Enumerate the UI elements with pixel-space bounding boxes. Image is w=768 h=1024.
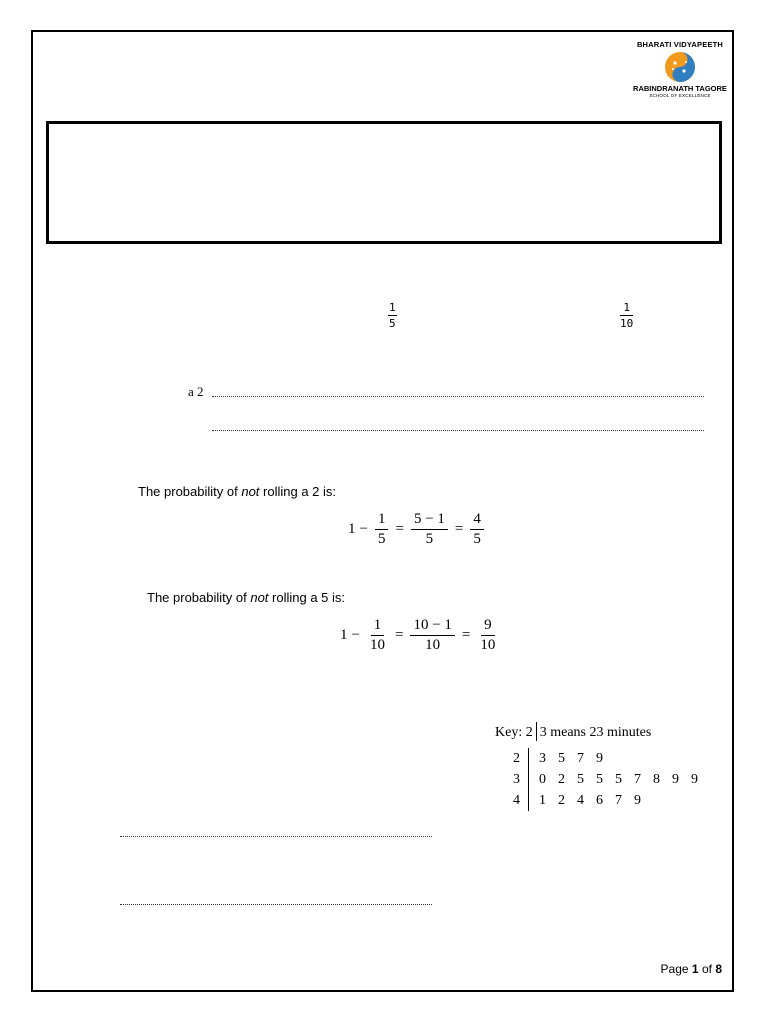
leaf: 5	[596, 771, 603, 787]
logo-subtitle: SCHOOL OF EXCELLENCE	[649, 93, 711, 98]
leaf: 9	[596, 750, 603, 766]
fraction-denominator: 5	[389, 317, 396, 330]
leaf: 8	[653, 771, 660, 787]
leaf: 3	[539, 750, 546, 766]
stem-leaf-key: Key: 2 3 means 23 minutes	[495, 722, 651, 741]
fraction-one-fifth	[388, 301, 397, 330]
leaf: 4	[577, 792, 584, 808]
stem-value: 4	[513, 792, 520, 808]
leaf: 0	[539, 771, 546, 787]
leaf: 2	[558, 792, 565, 808]
logo-name: RABINDRANATH TAGORE	[633, 84, 727, 93]
page-number: Page 1 of 8	[660, 962, 722, 976]
stem-row	[506, 748, 710, 769]
leaf: 7	[634, 771, 641, 787]
leaf: 9	[634, 792, 641, 808]
fraction-denominator: 10	[620, 317, 634, 330]
stem-leaf-plot	[506, 748, 710, 811]
fraction-numerator: 1	[389, 301, 396, 314]
stem-value: 2	[513, 750, 520, 766]
leaf: 7	[577, 750, 584, 766]
stem-row	[506, 769, 710, 790]
logo-emblem-icon	[664, 51, 696, 83]
logo-top-text: BHARATI VIDYAPEETH	[636, 40, 724, 49]
leaf: 9	[691, 771, 698, 787]
fraction-one-tenth	[620, 301, 633, 330]
leaf: 5	[558, 750, 565, 766]
leaf: 6	[596, 792, 603, 808]
solution-expression-1: 1 − $\frac{1}{5}$ = $\frac{5 - 1}{5}$ = $\frac{4}{5}$	[348, 512, 487, 547]
answer-line-4[interactable]	[120, 904, 432, 905]
question-header-box	[46, 121, 722, 244]
answer-line-2[interactable]	[212, 430, 704, 431]
answer-line-3[interactable]	[120, 836, 432, 837]
stem-row	[506, 790, 710, 811]
leaf: 1	[539, 792, 546, 808]
stem-value: 3	[513, 771, 520, 787]
answer-line-label: a 2	[188, 384, 204, 399]
leaf: 5	[615, 771, 622, 787]
leaf: 2	[558, 771, 565, 787]
solution-text-2: The probability of not rolling a 5 is:	[147, 590, 346, 605]
solution-expression-2: 1 − $\frac{1}{10}$ = $\frac{10 - 1}{10}$ = $\frac{9}{10}$	[340, 617, 496, 653]
leaf: 7	[615, 792, 622, 808]
answer-line-1[interactable]	[212, 396, 704, 397]
solution-text-1: The probability of not rolling a 2 is:	[138, 484, 337, 499]
school-logo	[628, 40, 732, 98]
leaf: 9	[672, 771, 679, 787]
fraction-numerator: 1	[620, 301, 633, 316]
leaf: 5	[577, 771, 584, 787]
